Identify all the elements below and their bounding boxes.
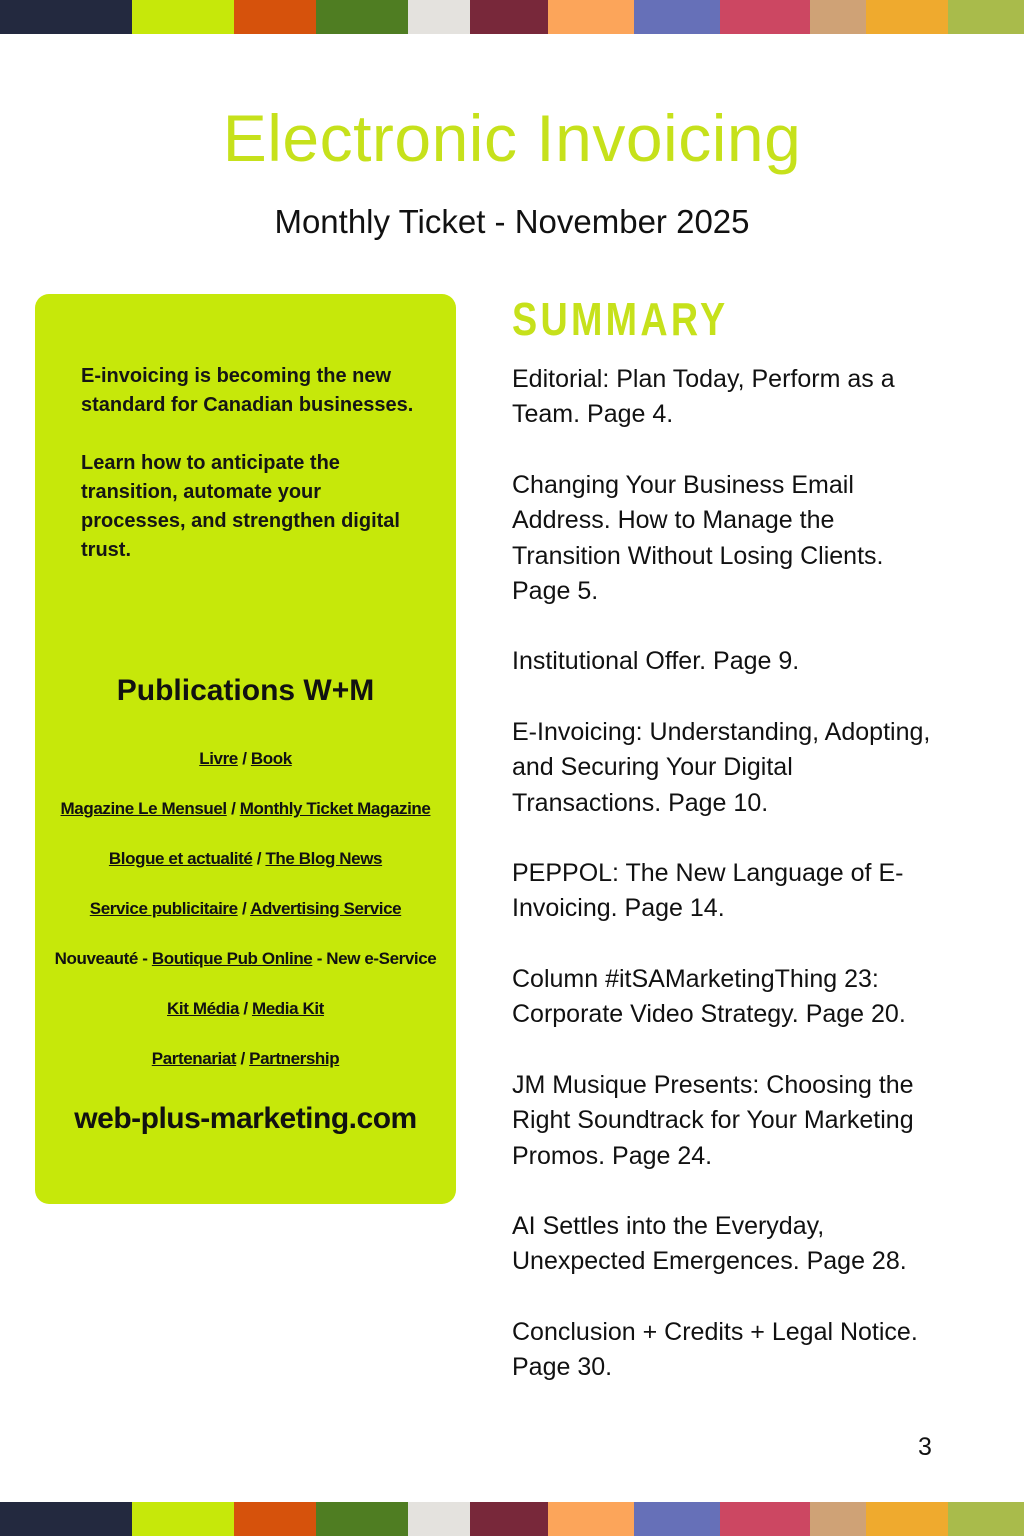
link-blogue[interactable]: Blogue et actualité	[108, 849, 253, 868]
stripe-segment	[0, 1502, 132, 1536]
link-separator: /	[256, 849, 262, 868]
stripe-segment	[316, 1502, 408, 1536]
stripe-segment	[234, 1502, 316, 1536]
link-livre[interactable]: Livre	[199, 749, 238, 768]
link-kit-media[interactable]: Kit Média	[167, 999, 239, 1018]
link-row-partnership	[35, 1044, 456, 1094]
stripe-segment	[948, 0, 1024, 34]
link-row-book	[35, 744, 456, 794]
toc-item: E-Invoicing: Understanding, Adopting, and Securing Your Digital Transactions. Page 10.	[512, 717, 931, 817]
stripe-segment	[634, 1502, 720, 1536]
link-book[interactable]: Book	[250, 749, 292, 768]
link-separator: /	[231, 799, 236, 818]
page-number: 3	[918, 1433, 932, 1461]
toc-item: Institutional Offer. Page 9.	[512, 647, 800, 676]
stripe-segment	[234, 0, 316, 34]
toc-item: Changing Your Business Email Address. How to Manage the Transition Without Losing Clients. Page 5.	[512, 470, 884, 606]
stripe-segment	[408, 0, 470, 34]
link-separator: /	[243, 999, 248, 1018]
link-boutique-pub-online[interactable]: Boutique Pub Online	[151, 949, 313, 968]
website-link[interactable]: web-plus-marketing.com	[74, 1102, 417, 1135]
link-row-magazine	[35, 794, 456, 844]
toc-item: JM Musique Presents: Choosing the Right Soundtrack for Your Marketing Promos. Page 24.	[512, 1070, 914, 1170]
table-of-contents	[512, 362, 932, 1421]
stripe-segment	[548, 0, 634, 34]
stripe-segment	[810, 0, 866, 34]
stripe-segment	[634, 0, 720, 34]
link-magazine-le-mensuel[interactable]: Magazine Le Mensuel	[60, 799, 227, 818]
stripe-segment	[132, 0, 234, 34]
stripe-segment	[866, 1502, 948, 1536]
stripe-segment	[948, 1502, 1024, 1536]
toc-item: Editorial: Plan Today, Perform as a Team. Page 4.	[512, 365, 895, 429]
link-partenariat[interactable]: Partenariat	[151, 1049, 237, 1068]
link-row-advertising	[35, 894, 456, 944]
stripe-segment	[408, 1502, 470, 1536]
toc-item: AI Settles into the Everyday, Unexpected Emergences. Page 28.	[512, 1211, 907, 1276]
link-separator: /	[240, 1049, 245, 1068]
stripe-segment	[470, 1502, 548, 1536]
stripe-segment	[548, 1502, 634, 1536]
summary-heading: SUMMARY	[512, 293, 729, 345]
link-row-boutique	[35, 944, 456, 994]
link-separator: /	[242, 899, 247, 918]
toc-item: Column #itSAMarketingThing 23: Corporate Video Strategy. Page 20.	[512, 964, 906, 1029]
top-color-stripe	[0, 0, 1024, 34]
stripe-segment	[132, 1502, 234, 1536]
toc-item: PEPPOL: The New Language of E-Invoicing. Page 14.	[512, 859, 904, 923]
link-service-publicitaire[interactable]: Service publicitaire	[89, 899, 238, 918]
link-row-blog	[35, 844, 456, 894]
stripe-segment	[316, 0, 408, 34]
publications-links	[35, 744, 456, 1094]
promo-intro-text: E-invoicing is becoming the new standard for Canadian businesses.	[81, 365, 414, 416]
toc-item: Conclusion + Credits + Legal Notice. Page 30.	[512, 1317, 918, 1382]
page-title: Electronic Invoicing	[222, 101, 802, 175]
link-separator: /	[242, 749, 247, 768]
link-media-kit[interactable]: Media Kit	[251, 999, 324, 1018]
promo-learn-text: Learn how to anticipate the transition, automate your processes, and strengthen digital trust.	[81, 452, 400, 561]
stripe-segment	[470, 0, 548, 34]
new-prefix-label: Nouveauté -	[54, 949, 148, 968]
link-advertising-service[interactable]: Advertising Service	[250, 899, 402, 918]
stripe-segment	[720, 0, 810, 34]
publications-promo-box	[35, 294, 456, 1204]
new-suffix-label: - New e-Service	[316, 949, 437, 968]
bottom-color-stripe	[0, 1502, 1024, 1536]
page-subtitle: Monthly Ticket - November 2025	[274, 203, 750, 240]
link-row-media-kit	[35, 994, 456, 1044]
stripe-segment	[866, 0, 948, 34]
link-blog-news[interactable]: The Blog News	[265, 849, 383, 868]
link-monthly-ticket-magazine[interactable]: Monthly Ticket Magazine	[239, 799, 431, 818]
stripe-segment	[0, 0, 132, 34]
stripe-segment	[720, 1502, 810, 1536]
link-partnership[interactable]: Partnership	[249, 1049, 340, 1068]
stripe-segment	[810, 1502, 866, 1536]
publications-title: Publications W+M	[116, 674, 375, 707]
